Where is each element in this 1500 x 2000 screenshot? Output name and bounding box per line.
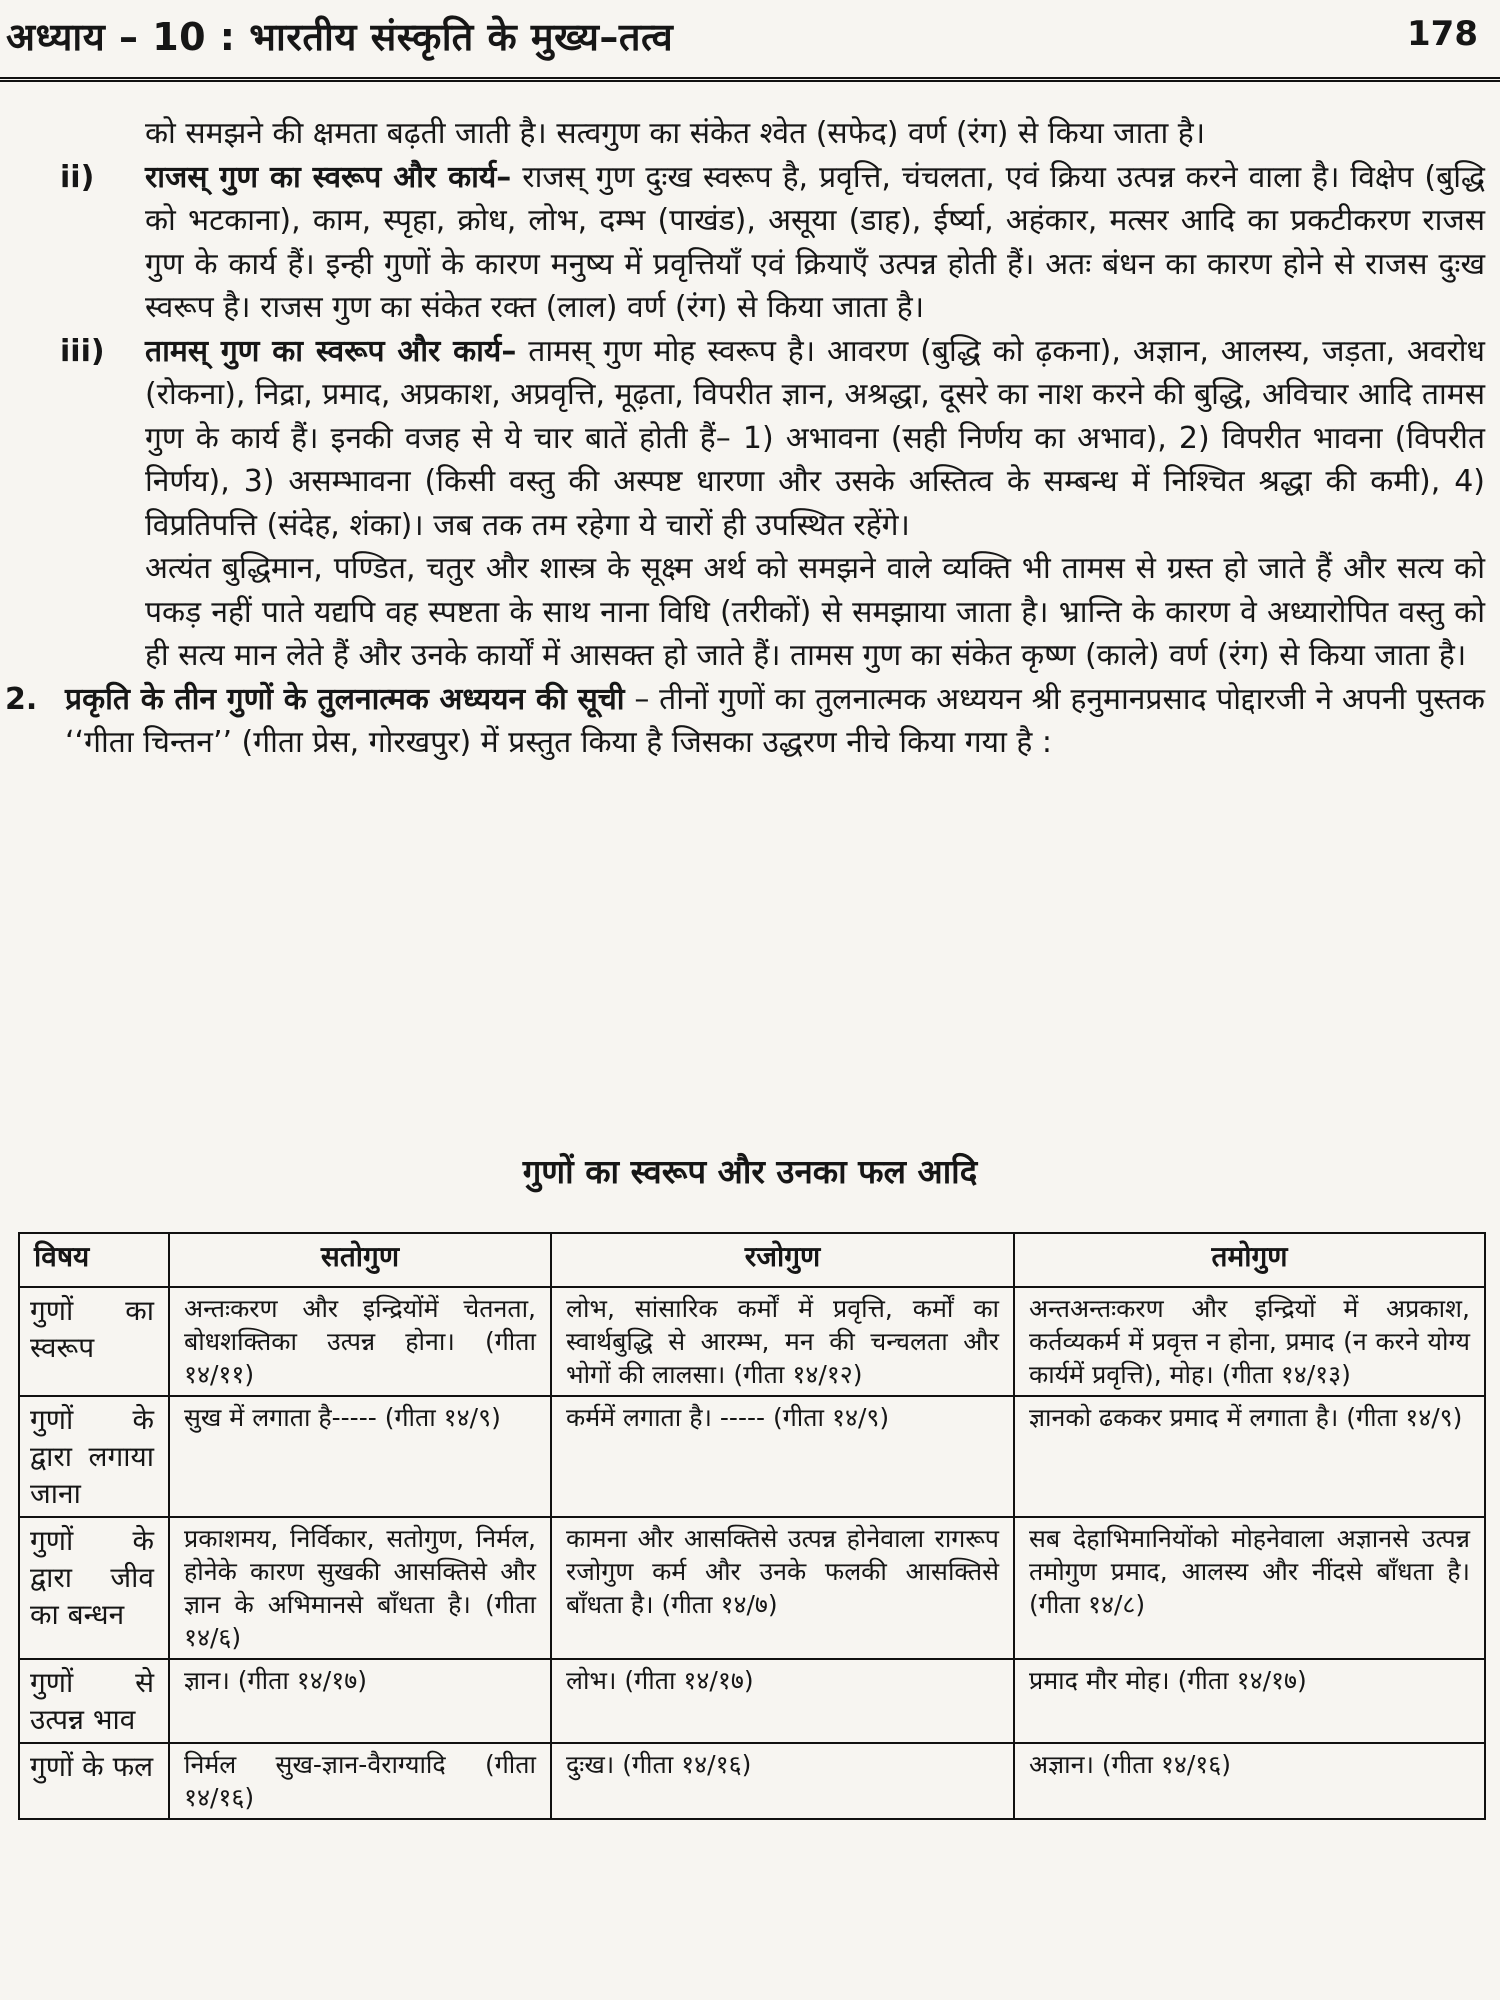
cell-rajo: कर्ममें लगाता है। ----- (गीता १४/९) [551,1396,1014,1517]
column-header-tamo: तमोगुण [1014,1233,1485,1287]
gunas-table [18,1232,1486,1820]
table-row [19,1517,1485,1659]
tamas-paragraph: अत्यंत बुद्धिमान, पण्डित, चतुर और शास्त्र के सूक्ष्म अर्थ को समझने वाले व्यक्ति भी तामस से ग्रस्त हो जाते हैं और सत्य को पकड़ नहीं पाते यद्यपि वह स्पष्टता के साथ नाना विधि (तरीकों) से समझाया जाता है। भ्रान्ति के कारण वे अध्यारोपित वस्तु को ही सत्य मान लेते हैं और उनके कार्यों में आसक्त हो जाते हैं। तामस गुण का संकेत कृष्ण (काले) वर्ण (रंग) से किया जाता है। [145,551,1485,673]
item-heading: तामस् गुण का स्वरूप और कार्य– [145,333,517,369]
cell-rajo: लोभ। (गीता १४/१७) [551,1659,1014,1743]
chapter-title: अध्याय – 10 : भारतीय संस्कृति के मुख्य–तत्व [6,15,674,59]
cell-sato: सुख में लगाता है----- (गीता १४/९) [169,1396,551,1517]
item-body [145,156,1485,330]
cell-tamo: प्रमाद मौर मोह। (गीता १४/१७) [1014,1659,1485,1743]
table-row [19,1743,1485,1819]
item-number: ii) [60,159,95,195]
item-heading: राजस् गुण का स्वरूप और कार्य– [145,159,512,195]
column-header-sato: सतोगुण [169,1233,551,1287]
cell-sato: प्रकाशमय, निर्विकार, सतोगुण, निर्मल, होनेके कारण सुखकी आसक्तिसे और ज्ञान के अभिमानसे बाँधता है। (गीता १४/६) [169,1517,551,1659]
list-item-tamas [60,330,1485,548]
section-2 [5,678,1485,765]
section-body [65,678,1485,765]
page-header [0,0,1500,82]
section-number: 2. [5,681,38,717]
column-header-rajo: रजोगुण [551,1233,1014,1287]
cell-sato: निर्मल सुख-ज्ञान-वैराग्यादि (गीता १४/१६) [169,1743,551,1819]
list-item-rajas [60,156,1485,330]
item-text: तामस् गुण मोह स्वरूप है। आवरण (बुद्धि को ढ़कना), अज्ञान, आलस्य, जड़ता, अवरोध (रोकना), निद्रा, प्रमाद, अप्रकाश, अप्रवृत्ति, मूढ़ता, विपरीत ज्ञान, अश्रद्धा, दूसरे का नाश करने की बुद्धि, अविचार आदि तामस गुण के कार्य हैं। इनकी वजह से ये चार बातें होती हैं– 1) अभावना (सही निर्णय का अभाव), 2) विपरीत भावना (विपरीत निर्णय), 3) असम्भावना (किसी वस्तु की अस्पष्ट धारणा और उसके अस्तित्व के सम्बन्ध में निश्चित श्रद्धा की कमी), 4) विप्रतिपत्ति (संदेह, शंका)। जब तक तम रहेगा ये चारों ही उपस्थित रहेंगे। [145,333,1485,543]
cell-tamo: अज्ञान। (गीता १४/१६) [1014,1743,1485,1819]
section-text: – तीनों गुणों का तुलनात्मक अध्ययन श्री हनुमानप्रसाद पोद्दारजी ने अपनी पुस्तक ‘‘गीता चिन्तन’’ (गीता प्रेस, गोरखपुर) में प्रस्तुत किया है जिसका उद्धरण नीचे किया गया है : [65,681,1485,760]
cell-tamo: सब देहाभिमानियोंको मोहनेवाला अज्ञानसे उत्पन्न तमोगुण प्रमाद, आलस्य और नींदसे बाँधता है। (गीता १४/८) [1014,1517,1485,1659]
row-subject: गुणों से उत्पन्न भाव [19,1659,169,1743]
intro-paragraph: को समझने की क्षमता बढ़ती जाती है। सत्वगुण का संकेत श्वेत (सफेद) वर्ण (रंग) से किया जाता है। [145,116,1206,151]
table-header-row [19,1233,1485,1287]
item-number: iii) [60,333,105,369]
row-subject: गुणों के द्वारा लगाया जाना [19,1396,169,1517]
row-subject: गुणों का स्वरूप [19,1287,169,1396]
cell-rajo: दुःख। (गीता १४/१६) [551,1743,1014,1819]
cell-rajo: लोभ, सांसारिक कर्मों में प्रवृत्ति, कर्मों का स्वार्थबुद्धि से आरम्भ, मन की चन्चलता और भोगों की लालसा। (गीता १४/१२) [551,1287,1014,1396]
cell-sato: ज्ञान। (गीता १४/१७) [169,1659,551,1743]
cell-sato: अन्तःकरण और इन्द्रियोंमें चेतनता, बोधशक्तिका उत्पन्न होना। (गीता १४/११) [169,1287,551,1396]
cell-tamo: अन्तअन्तःकरण और इन्द्रियों में अप्रकाश, कर्तव्यकर्म में प्रवृत्त न होना, प्रमाद (न करने योग्य कार्यमें प्रवृत्ति), मोह। (गीता १४/१३) [1014,1287,1485,1396]
cell-tamo: ज्ञानको ढककर प्रमाद में लगाता है। (गीता १४/९) [1014,1396,1485,1517]
table-row [19,1659,1485,1743]
row-subject: गुणों के फल [19,1743,169,1819]
item-body [145,330,1485,548]
table-row [19,1287,1485,1396]
table-title: गुणों का स्वरूप और उनका फल आदि [522,1152,978,1191]
column-header-subject: विषय [19,1233,169,1287]
cell-rajo: कामना और आसक्तिसे उत्पन्न होनेवाला रागरूप रजोगुण कर्म और उनके फलकी आसक्तिसे बाँधता है। (गीता १४/७) [551,1517,1014,1659]
item-text: राजस् गुण दुःख स्वरूप है, प्रवृत्ति, चंचलता, एवं क्रिया उत्पन्न करने वाला है। विक्षेप (बुद्धि को भटकाना), काम, स्पृहा, क्रोध, लोभ, दम्भ (पाखंड), असूया (डाह), ईर्ष्या, अहंकार, मत्सर आदि का प्रकटीकरण राजस गुण के कार्य हैं। इन्ही गुणों के कारण मनुष्य में प्रवृत्तियाँ एवं क्रियाएँ उत्पन्न होती हैं। अतः बंधन का कारण होने से राजस दुःख स्वरूप है। राजस गुण का संकेत रक्त (लाल) वर्ण (रंग) से किया जाता है। [145,159,1485,325]
section-heading: प्रकृति के तीन गुणों के तुलनात्मक अध्ययन की सूची [65,681,625,717]
body-text [5,112,1485,765]
row-subject: गुणों के द्वारा जीव का बन्धन [19,1517,169,1659]
page-number: 178 [1407,14,1478,54]
table-row [19,1396,1485,1517]
